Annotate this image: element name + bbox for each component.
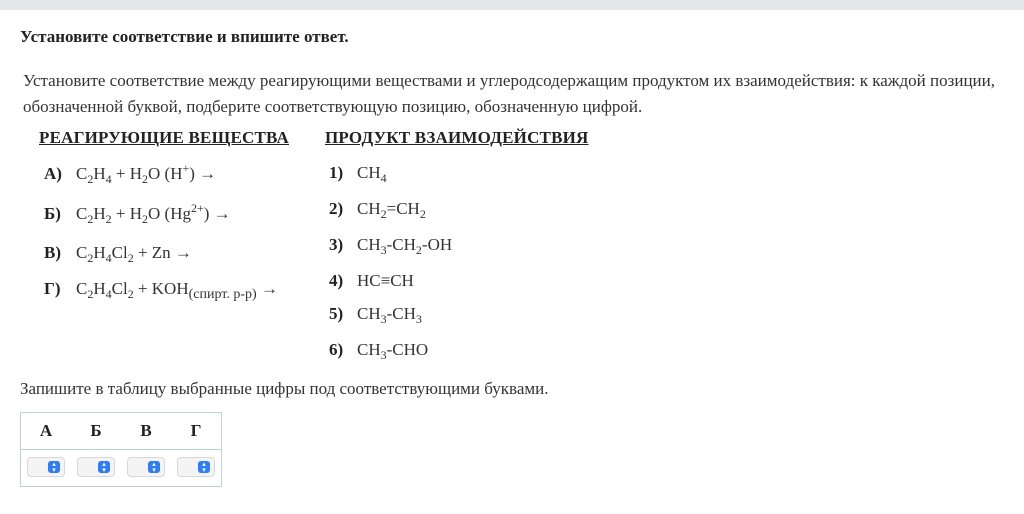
- product-formula: $CH_2=CH_2$: [357, 199, 426, 221]
- reactant-item-v: [44, 243, 192, 263]
- reactant-item-a: [44, 161, 217, 186]
- reactant-formula: $C_2H_4Cl_2 + KOH_{(спирт. р-р)}$ →: [76, 279, 278, 302]
- reactant-label: Г): [44, 279, 61, 298]
- chevron-updown-icon: ▴ ▾: [198, 461, 210, 473]
- answer-table: [20, 412, 222, 487]
- product-formula: HC≡CH: [357, 271, 414, 290]
- reactant-item-b: [44, 201, 231, 226]
- task-heading: Установите соответствие и впишите ответ.: [20, 27, 349, 46]
- reactant-label: А): [44, 164, 62, 183]
- product-label: 3): [329, 235, 344, 254]
- product-label: 2): [329, 199, 344, 218]
- product-item-4: [329, 271, 414, 291]
- reactant-formula: $C_2H_4 + H_2O$ (H+) →: [76, 161, 217, 186]
- answer-select-g[interactable]: [177, 457, 215, 477]
- answer-cell-v: [121, 450, 171, 487]
- chevron-updown-icon: ▴ ▾: [148, 461, 160, 473]
- answer-header-g: Г: [190, 421, 202, 440]
- product-label: 1): [329, 163, 344, 182]
- product-formula: $CH_3$-CHO: [357, 340, 429, 362]
- product-item-3: [329, 235, 452, 255]
- chevron-updown-icon: ▴ ▾: [48, 461, 60, 473]
- chevron-updown-icon: ▴ ▾: [98, 461, 110, 473]
- product-label: 5): [329, 304, 344, 323]
- answer-cell-g: [171, 450, 222, 487]
- reactant-label: В): [44, 243, 61, 262]
- reactant-formula: $C_2H_4Cl_2 + Zn$ →: [76, 243, 192, 265]
- reactant-formula: $C_2H_2 + H_2O$ $(Hg^{2+})$ →: [76, 201, 231, 226]
- product-item-6: [329, 340, 428, 360]
- product-label: 6): [329, 340, 344, 359]
- answer-select-a[interactable]: [27, 457, 65, 477]
- task-description: Установите соответствие между реагирующими веществами и углеродсодержащим продуктом их взаимодействия: к каждой позиции, обозначенной буквой, подберите соответствующую позицию, обозначенную цифрой.: [23, 71, 995, 116]
- answer-select-v[interactable]: [127, 457, 165, 477]
- answer-prompt: Запишите в таблицу выбранные цифры под соответствующими буквами.: [20, 379, 549, 398]
- product-item-5: [329, 304, 422, 324]
- reactant-label: Б): [44, 204, 61, 223]
- product-formula: $CH_3-CH_3$: [357, 304, 422, 326]
- product-formula: $CH_3-CH_2-OH$: [357, 235, 453, 257]
- reactant-item-g: [44, 279, 278, 302]
- reactants-column-header: РЕАГИРУЮЩИЕ ВЕЩЕСТВА: [39, 128, 289, 147]
- answer-header-b: Б: [90, 421, 102, 440]
- product-item-1: [329, 163, 387, 183]
- answer-cell-a: [21, 450, 72, 487]
- product-label: 4): [329, 271, 344, 290]
- top-bar: [0, 0, 1024, 10]
- product-item-2: [329, 199, 426, 219]
- answer-cell-b: [71, 450, 121, 487]
- products-column-header: ПРОДУКТ ВЗАИМОДЕЙСТВИЯ: [325, 128, 589, 147]
- product-formula: $CH_4$: [357, 163, 387, 185]
- answer-header-a: А: [39, 421, 53, 440]
- answer-header-v: В: [140, 421, 152, 440]
- answer-select-b[interactable]: [77, 457, 115, 477]
